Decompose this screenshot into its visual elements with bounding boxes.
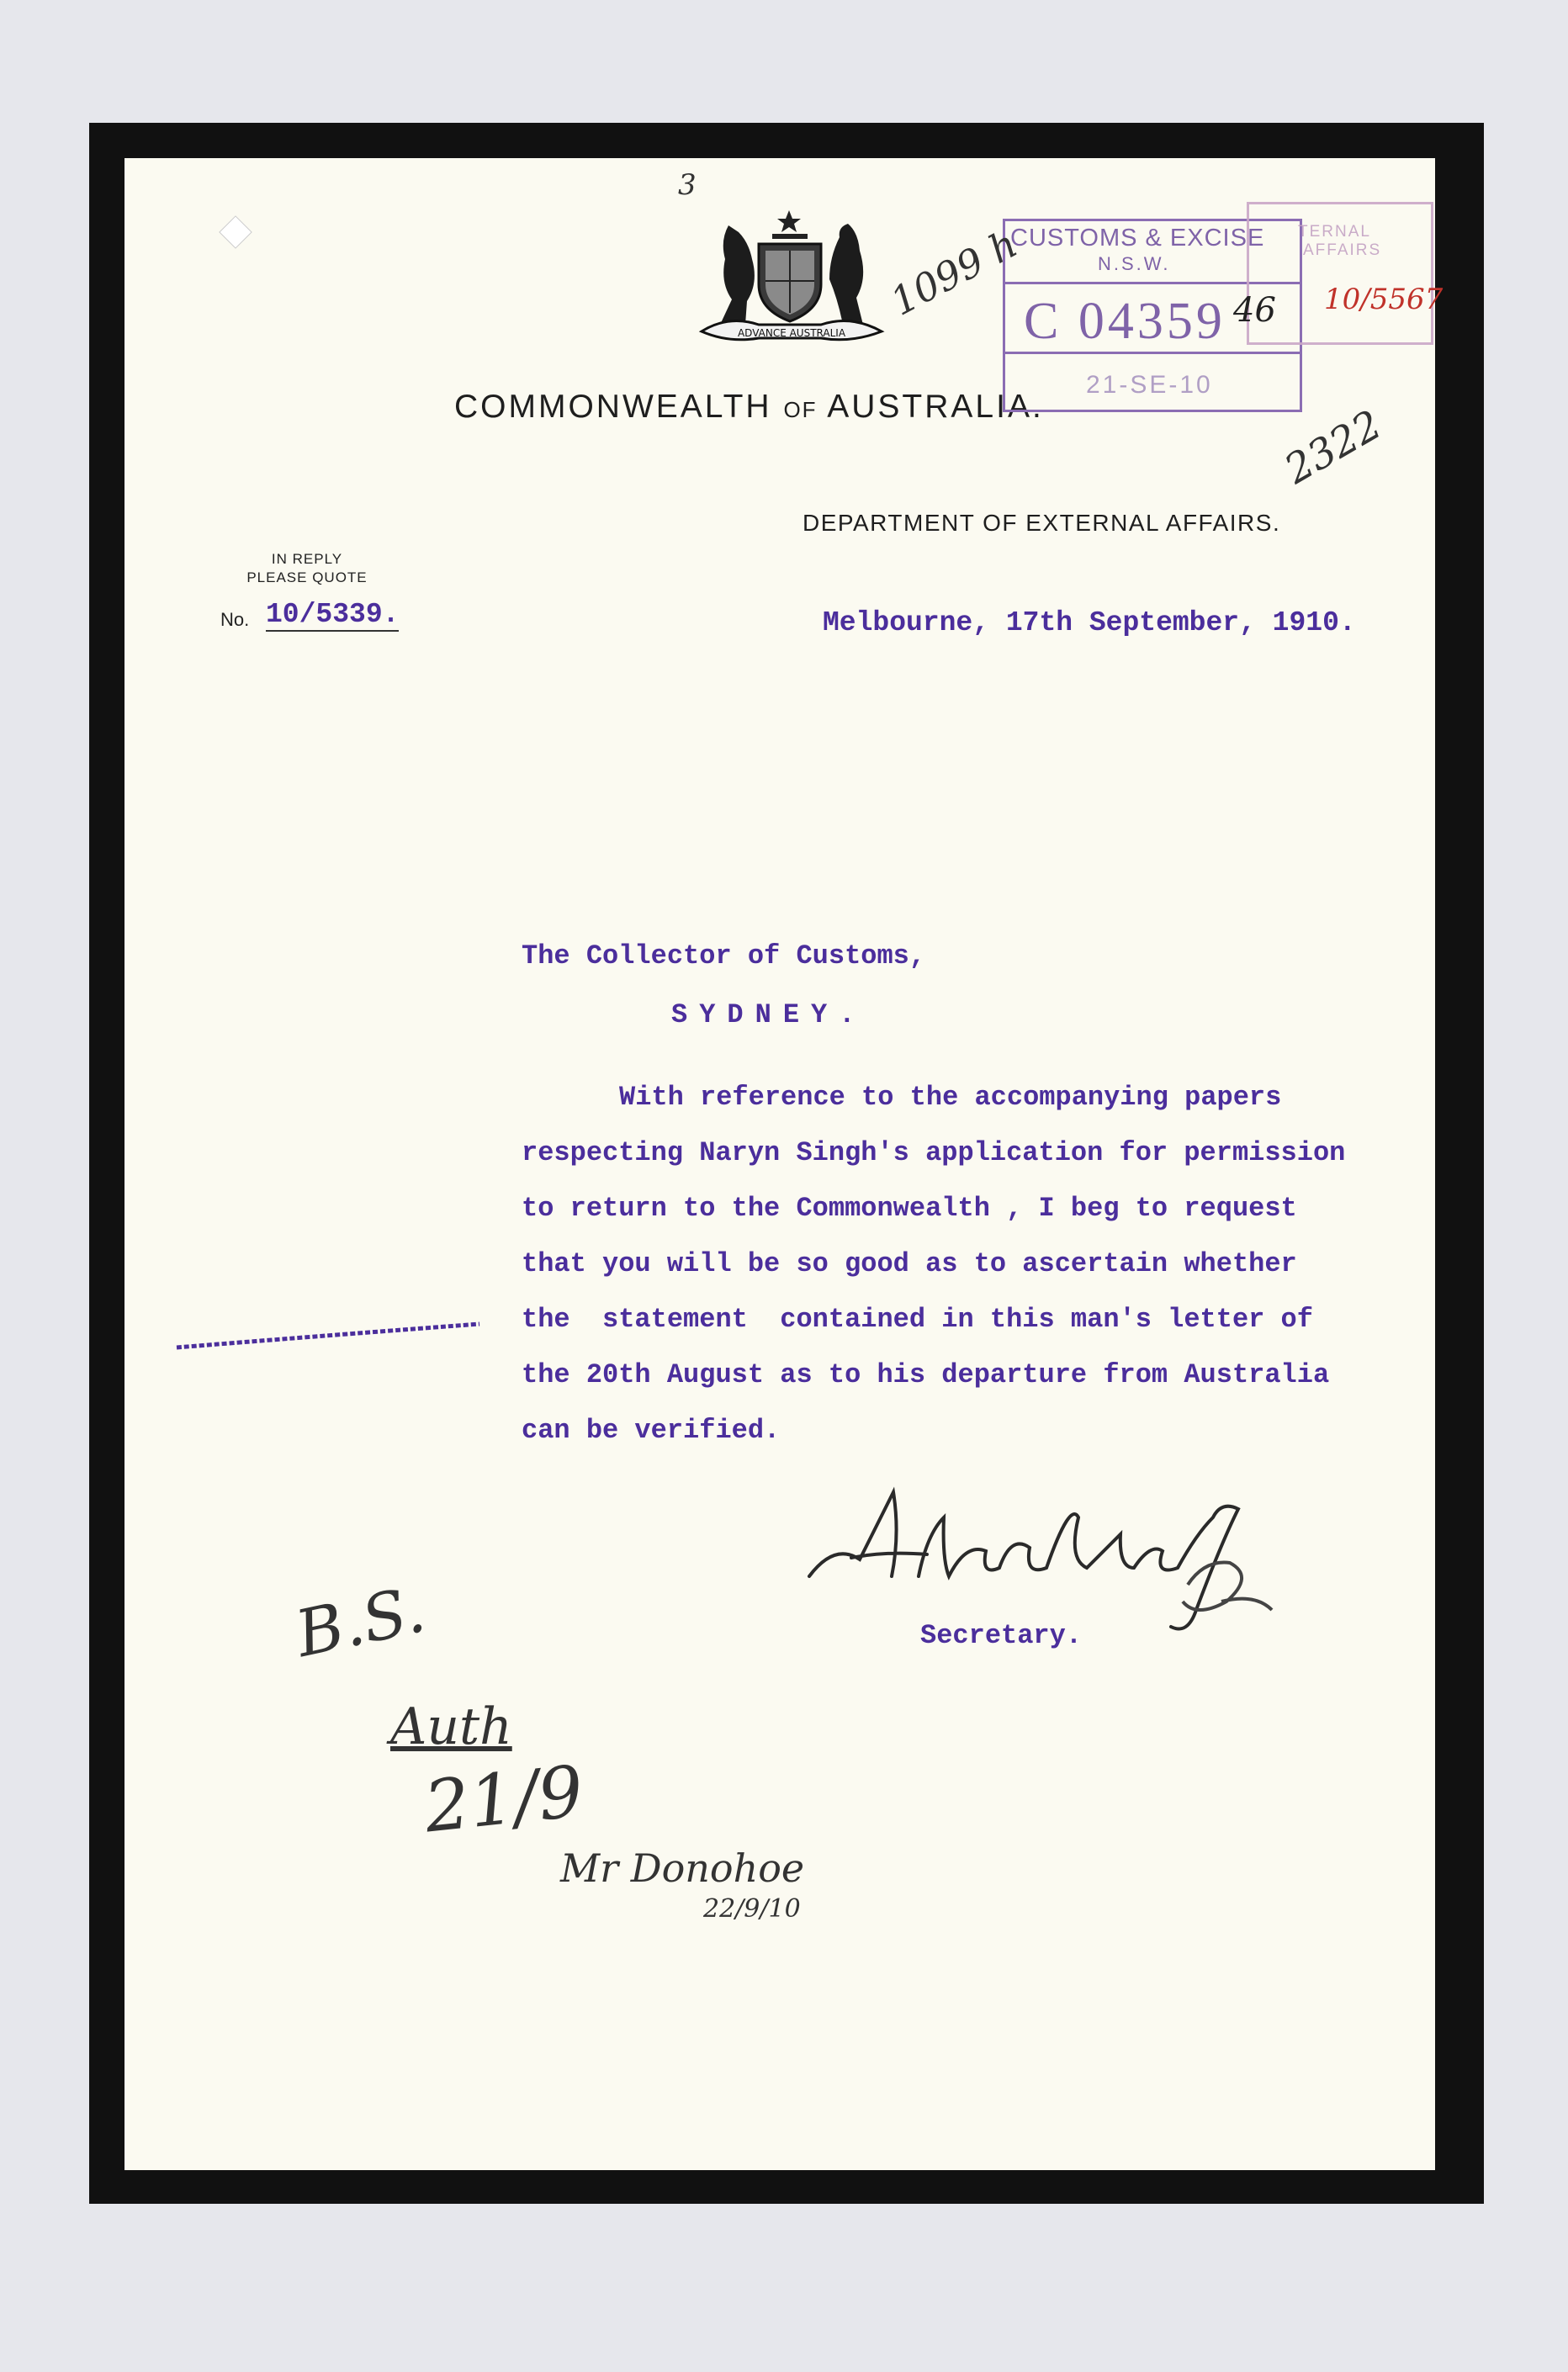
customs-stamp-number: C 04359 — [1024, 293, 1226, 350]
department-name: DEPARTMENT OF EXTERNAL AFFAIRS. — [803, 510, 1281, 536]
reply-line-1: IN REPLY — [271, 551, 343, 567]
external-stamp-line-1: TERNAL — [1298, 223, 1371, 241]
handwritten-number-2: 2322 — [1277, 400, 1390, 494]
external-stamp-line-2: AFFAIRS — [1303, 241, 1382, 259]
handwritten-initials: B.S. — [289, 1571, 432, 1672]
handwritten-date: 21/9 — [421, 1750, 587, 1849]
body-line-7: can be verified. — [522, 1415, 781, 1446]
handwritten-note: Auth — [390, 1697, 512, 1756]
reference-no-value: 10/5339. — [266, 599, 400, 630]
customs-stamp-line-1: CUSTOMS & EXCISE — [1010, 225, 1265, 251]
handwritten-suffix: 46 — [1233, 291, 1276, 330]
title-commonwealth: COMMONWEALTH — [454, 389, 772, 425]
customs-stamp-line-2: N.S.W. — [1098, 253, 1171, 274]
body-line-1: With reference to the accompanying papers — [619, 1082, 1282, 1113]
body-line-6: the 20th August as to his departure from Australia — [522, 1359, 1330, 1390]
title-of: OF — [783, 397, 818, 422]
customs-stamp-date: 21-SE-10 — [1086, 371, 1213, 399]
crest-motto: ADVANCE AUSTRALIA — [737, 327, 846, 339]
dateline: Melbourne, 17th September, 1910. — [823, 607, 1356, 638]
handwritten-number-1: 1099 h — [883, 220, 1025, 325]
title-australia: AUSTRALIA. — [827, 389, 1044, 425]
handwritten-name-date: 22/9/10 — [703, 1894, 801, 1924]
margin-pencil-line — [175, 1312, 486, 1354]
handwritten-red-reference: 10/5567 — [1324, 283, 1444, 316]
body-line-4: that you will be so good as to ascertain whether — [522, 1248, 1297, 1279]
letterhead-title — [454, 389, 1044, 426]
body-line-3: to return to the Commonwealth , I beg to request — [522, 1193, 1297, 1224]
recipient-line-2: SYDNEY. — [671, 999, 867, 1030]
reference-no-label: No. — [220, 609, 250, 630]
recipient-line-1: The Collector of Customs, — [522, 940, 926, 972]
body-line-5: the statement contained in this man's letter of — [522, 1304, 1313, 1335]
body-line-2: respecting Naryn Singh's application for permission — [522, 1137, 1346, 1168]
coat-of-arms-icon — [695, 207, 888, 350]
handwritten-name: Mr Donohoe — [560, 1845, 805, 1891]
reply-instruction — [227, 550, 387, 587]
reply-line-2: PLEASE QUOTE — [246, 569, 368, 585]
signatory-title: Secretary. — [920, 1620, 1083, 1651]
handwritten-top-mark: 3 — [678, 168, 697, 202]
